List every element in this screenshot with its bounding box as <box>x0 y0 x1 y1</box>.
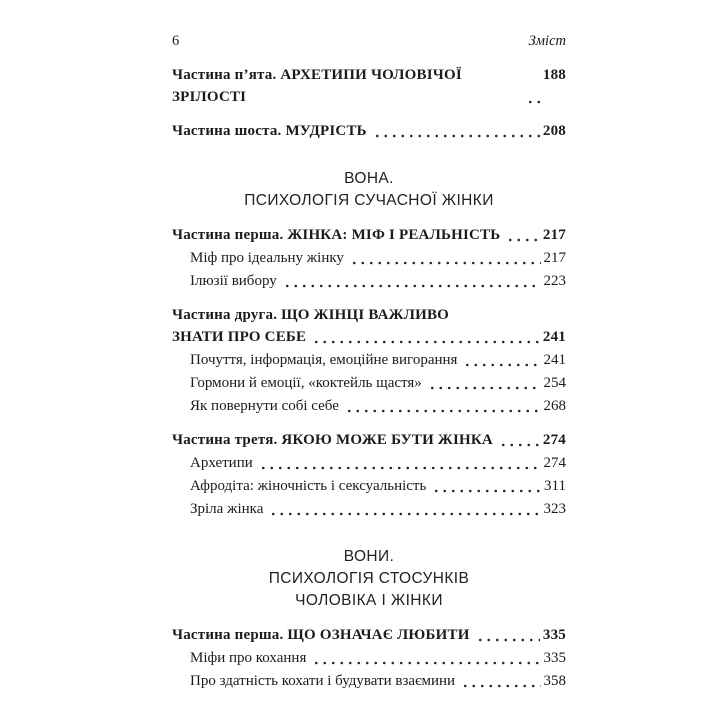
dot-leader <box>312 661 540 665</box>
part-heading <box>172 546 566 612</box>
entry-page: 311 <box>544 478 566 494</box>
dot-leader <box>345 409 541 413</box>
toc-subentry <box>172 247 566 269</box>
entry-title: Міфи про кохання <box>190 650 307 666</box>
part-heading <box>172 168 566 212</box>
toc-chapter <box>172 64 566 108</box>
entry-title-line1: Частина друга. ЩО ЖІНЦІ ВАЖЛИВО <box>172 307 450 323</box>
toc-subentry <box>172 452 566 474</box>
entry-row <box>172 64 566 108</box>
toc-subentry <box>172 670 566 692</box>
dot-leader <box>373 134 540 138</box>
dot-leader <box>283 284 541 288</box>
toc-chapter <box>172 224 566 246</box>
entry-row <box>190 647 566 669</box>
part-heading-line: ВОНА. <box>344 170 394 187</box>
dot-leader <box>476 638 540 642</box>
toc-subentry <box>172 475 566 497</box>
entry-title: Про здатність кохати і будувати взаємини <box>190 673 456 689</box>
entry-page: 217 <box>543 250 566 266</box>
entry-title: Архетипи <box>190 455 253 471</box>
entry-row <box>190 670 566 692</box>
entry-title: Як повернути собі себе <box>190 398 339 414</box>
running-title: Зміст <box>528 33 566 49</box>
part-heading-line: ПСИХОЛОГІЯ СТОСУНКІВ <box>268 570 470 587</box>
entry-page: 241 <box>542 329 566 345</box>
entry-page: 217 <box>542 227 566 243</box>
entry-row <box>172 224 566 246</box>
toc-list <box>172 64 566 692</box>
part-heading-line: ЧОЛОВІКА І ЖІНКИ <box>295 592 443 609</box>
entry-title: Частина шоста. МУДРІСТЬ <box>172 123 367 139</box>
entry-page: 241 <box>543 352 566 368</box>
page-number: 6 <box>172 33 180 49</box>
entry-row <box>190 349 566 371</box>
entry-page: 208 <box>542 123 566 139</box>
part-heading-line: ПСИХОЛОГІЯ СУЧАСНОЇ ЖІНКИ <box>244 192 494 209</box>
toc-chapter <box>172 624 566 646</box>
toc-subentry <box>172 372 566 394</box>
toc-subentry <box>172 349 566 371</box>
dot-leader <box>350 261 541 265</box>
entry-row <box>172 429 566 451</box>
entry-row <box>190 395 566 417</box>
entry-row <box>190 372 566 394</box>
entry-title: ЗНАТИ ПРО СЕБЕ <box>172 329 307 345</box>
entry-page: 335 <box>543 650 566 666</box>
dot-leader <box>312 340 540 344</box>
entry-title: Афродіта: жіночність і сексуальність <box>190 478 427 494</box>
entry-page: 223 <box>543 273 566 289</box>
entry-title: Ілюзії вибору <box>190 273 277 289</box>
entry-row <box>190 475 566 497</box>
toc-subentry <box>172 395 566 417</box>
entry-title: Гормони й емоції, «коктейль щастя» <box>190 375 422 391</box>
toc-chapter <box>172 304 566 348</box>
entry-row <box>190 247 566 269</box>
entry-title: Частина перша. ЖІНКА: МІФ І РЕАЛЬНІСТЬ <box>172 227 501 243</box>
entry-page: 268 <box>543 398 566 414</box>
entry-title: Частина п’ята. АРХЕТИПИ ЧОЛОВІЧОЇ ЗРІЛОСТІ <box>172 67 462 105</box>
dot-leader <box>461 684 540 688</box>
toc-subentry <box>172 498 566 520</box>
entry-page: 323 <box>543 501 566 517</box>
entry-page: 274 <box>542 432 566 448</box>
entry-row <box>172 120 566 142</box>
entry-row <box>190 498 566 520</box>
dot-leader <box>428 386 541 390</box>
toc-chapter <box>172 120 566 142</box>
toc-subentry <box>172 647 566 669</box>
entry-title: Міф про ідеальну жінку <box>190 250 344 266</box>
entry-page: 358 <box>543 673 566 689</box>
toc-chapter <box>172 429 566 451</box>
dot-leader <box>526 100 540 104</box>
dot-leader <box>269 512 540 516</box>
entry-title: Частина третя. ЯКОЮ МОЖЕ БУТИ ЖІНКА <box>172 432 493 448</box>
part-heading-line: ВОНИ. <box>343 548 395 565</box>
entry-title: Зріла жінка <box>190 501 264 517</box>
page-header <box>172 30 566 52</box>
entry-title: Частина перша. ЩО ОЗНАЧАЄ ЛЮБИТИ <box>172 627 470 643</box>
dot-leader <box>463 363 540 367</box>
dot-leader <box>432 489 541 493</box>
entry-title: Почуття, інформація, емоційне вигорання <box>190 352 458 368</box>
entry-row <box>172 624 566 646</box>
dot-leader <box>506 238 540 242</box>
toc-subentry <box>172 270 566 292</box>
entry-row <box>172 326 566 348</box>
entry-page: 188 <box>542 67 566 83</box>
dot-leader <box>499 443 540 447</box>
entry-page: 335 <box>542 627 566 643</box>
entry-row <box>190 452 566 474</box>
entry-page: 274 <box>543 455 566 471</box>
entry-page: 254 <box>543 375 566 391</box>
dot-leader <box>259 466 541 470</box>
toc-content <box>172 30 566 692</box>
entry-row <box>190 270 566 292</box>
